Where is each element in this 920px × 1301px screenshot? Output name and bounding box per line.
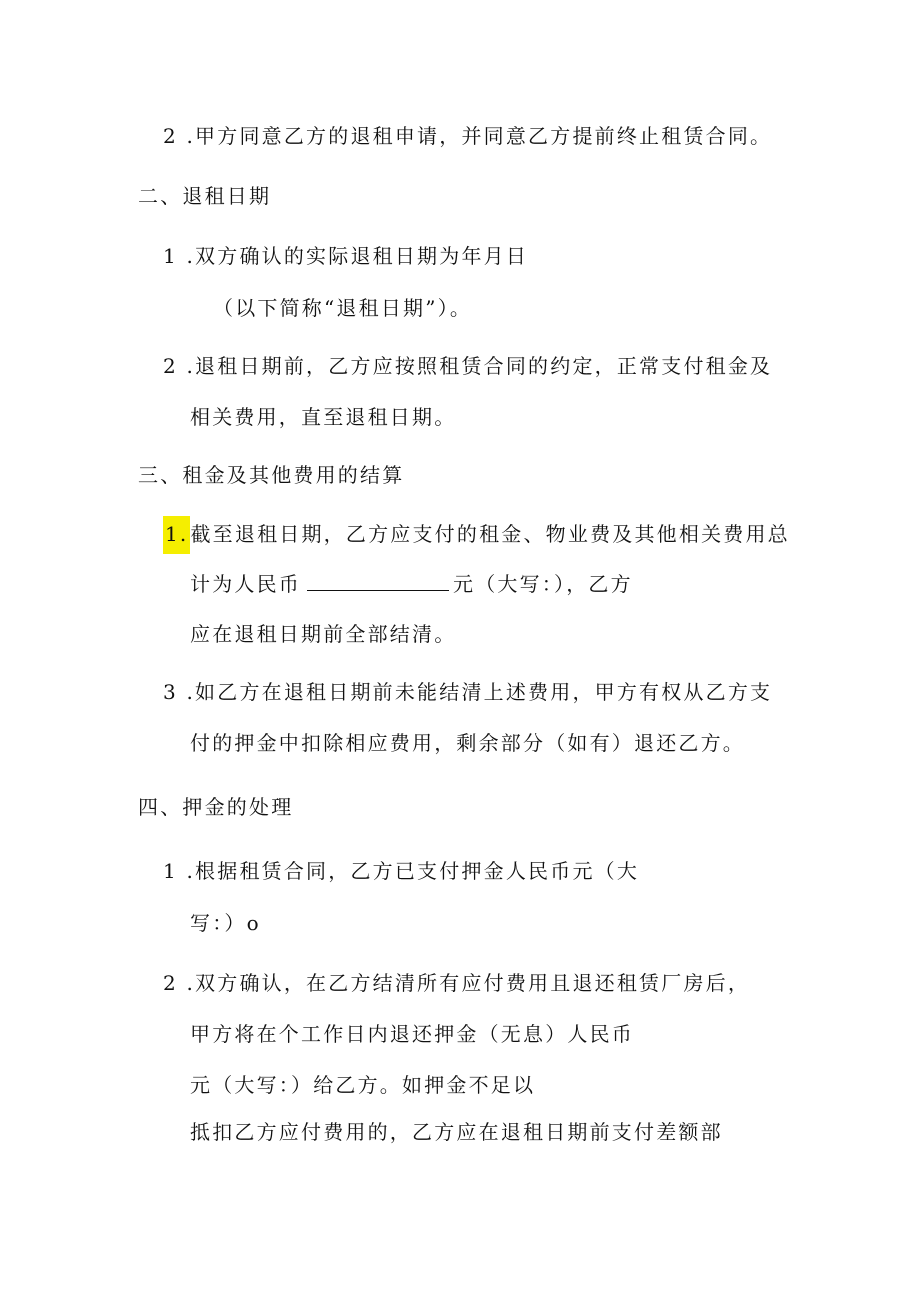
section-heading-2: 二、退租日期 [138, 184, 272, 208]
clause-2-refund-cont3: 抵扣乙方应付费用的，乙方应在退租日期前支付差额部 [190, 1120, 723, 1144]
clause-3-deduction-cont: 付的押金中扣除相应费用，剩余部分（如有）退还乙方。 [190, 731, 745, 755]
amount-label: 计为人民币 [190, 572, 301, 596]
clause-2-refund: 2 .双方确认，在乙方结清所有应付费用且退还租赁厂房后， [163, 971, 751, 995]
clause-1-date-cont: （以下简称“退租日期”）。 [213, 296, 473, 320]
clause-1-settlement-text: 截至退租日期，乙方应支付的租金、物业费及其他相关费用总 [190, 522, 790, 546]
clause-1-deposit-cont: 写：）o [190, 911, 261, 935]
clause-1-settlement-cont2: 应在退租日期前全部结清。 [190, 622, 457, 646]
clause-3-deduction: 3 .如乙方在退租日期前未能结清上述费用，甲方有权从乙方支 [163, 680, 773, 704]
section-heading-4: 四、押金的处理 [138, 795, 294, 819]
clause-1-settlement [163, 520, 790, 548]
clause-2-before-date: 2 .退租日期前，乙方应按照租赁合同的约定，正常支付租金及 [163, 354, 773, 378]
clause-1-deposit: 1 .根据租赁合同，乙方已支付押金人民币元（大 [163, 859, 640, 883]
highlighted-clause-number: 1. [163, 516, 190, 554]
clause-1-date: 1 .双方确认的实际退租日期为年月日 [163, 244, 529, 268]
clause-2-refund-cont2: 元（大写：）给乙方。如押金不足以 [190, 1073, 536, 1097]
clause-2-refund-cont: 甲方将在个工作日内退还押金（无息）人民币 [190, 1022, 634, 1046]
clause-1-settlement-cont [190, 570, 633, 598]
amount-suffix: 元（大写：），乙方 [453, 572, 633, 596]
section-heading-3: 三、租金及其他费用的结算 [138, 463, 405, 487]
clause-2-agreement: 2 .甲方同意乙方的退租申请，并同意乙方提前终止租赁合同。 [163, 124, 773, 148]
amount-blank [307, 572, 449, 591]
clause-2-before-date-cont: 相关费用，直至退租日期。 [190, 405, 457, 429]
